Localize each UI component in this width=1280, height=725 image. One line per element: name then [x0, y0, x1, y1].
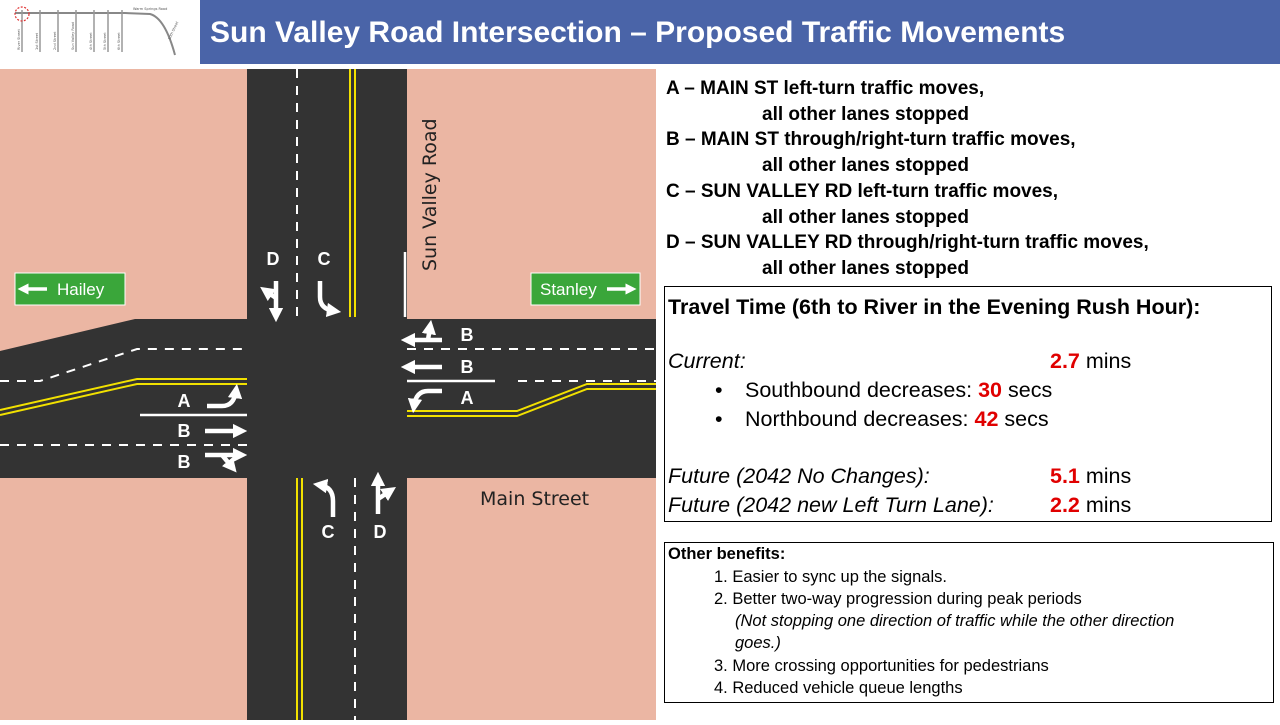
intersection-diagram [0, 69, 656, 720]
northbound-label: Northbound decreases: [745, 407, 975, 431]
current-label [668, 349, 746, 374]
main-street [0, 319, 656, 478]
lane-letter-south-c: C [321, 522, 335, 542]
phase-b-line1: B – MAIN ST through/right-turn traffic moves, [666, 129, 1076, 151]
benefit-note-line2: goes.) [735, 634, 781, 652]
travel-time-box [664, 286, 1272, 522]
thumb-label-1st: 1st Street [35, 32, 39, 50]
thumb-label-6th: 6th Street [117, 32, 121, 50]
southbound-value: 30 [978, 378, 1003, 402]
benefit-item-2: 2. Better two-way progression during peak periods [714, 590, 1082, 608]
bullet-icon: • [715, 407, 723, 431]
lane-letter-south-d: D [373, 522, 387, 542]
page-title: Sun Valley Road Intersection – Proposed Traffic Movements [210, 16, 1066, 49]
lane-letter-east-a: A [460, 388, 474, 408]
bullet-icon: • [715, 378, 723, 402]
phase-b [666, 127, 1266, 178]
phase-c-line2: all other lanes stopped [762, 206, 969, 228]
lane-letter-west-b1: B [177, 421, 191, 441]
phase-d [666, 230, 1266, 281]
phase-c [666, 179, 1266, 230]
future1-value-number: 5.1 [1050, 464, 1080, 488]
phase-d-line2: all other lanes stopped [762, 257, 969, 279]
northbound-value: 42 [974, 407, 999, 431]
stanley-sign-label: Stanley [540, 280, 597, 299]
lane-letter-west-a: A [177, 391, 191, 411]
phase-list [666, 76, 1266, 282]
thumb-label-sunvalley: Sun Valley Road [71, 21, 75, 50]
current-value-number: 2.7 [1050, 349, 1080, 373]
future2-value-unit: mins [1079, 493, 1132, 517]
lane-letter-east-b1: B [460, 325, 474, 345]
benefit-item-3: 3. More crossing opportunities for pedestrians [714, 657, 1049, 675]
travel-time-title: Travel Time (6th to River in the Evening Rush Hour): [668, 295, 1201, 319]
current-value [1050, 349, 1131, 374]
phase-a-line1: A – MAIN ST left-turn traffic moves, [666, 78, 985, 99]
future2-label-text: Future (2042 new Left Turn Lane): [668, 493, 994, 517]
title-bar [200, 0, 1280, 64]
stanley-sign [531, 273, 640, 305]
phase-a [666, 76, 1266, 127]
thumb-label-10th: 10th Street [167, 20, 180, 41]
northbound-bullet [715, 407, 1049, 432]
future2-value [1050, 493, 1131, 518]
phase-b-line2: all other lanes stopped [762, 155, 969, 177]
location-thumbnail-map [0, 0, 200, 64]
benefits-title: Other benefits: [668, 545, 786, 563]
thumb-label-2nd: 2nd Street [53, 31, 57, 50]
benefit-item-4: 4. Reduced vehicle queue lengths [714, 679, 963, 697]
benefit-item-1: 1. Easier to sync up the signals. [714, 568, 947, 586]
thumb-label-4th: 4th Street [89, 32, 93, 50]
future1-label [668, 464, 930, 489]
current-value-unit: mins [1079, 349, 1132, 373]
lane-letter-north-d: D [266, 249, 280, 269]
southbound-label: Southbound decreases: [745, 378, 979, 402]
future1-value-unit: mins [1079, 464, 1132, 488]
main-street-label: Main Street [480, 488, 590, 510]
future2-label [668, 493, 994, 518]
future1-value [1050, 464, 1131, 489]
lane-letter-west-b2: B [177, 452, 191, 472]
northbound-unit: secs [998, 407, 1049, 431]
thumb-label-5th: 5th Street [103, 32, 107, 50]
phase-c-line1: C – SUN VALLEY RD left-turn traffic moves, [666, 180, 1059, 202]
phase-d-line1: D – SUN VALLEY RD through/right-turn traffic moves, [666, 232, 1149, 254]
southbound-unit: secs [1002, 378, 1053, 402]
southbound-bullet [715, 378, 1052, 403]
sun-valley-road-label: Sun Valley Road [419, 118, 441, 271]
hailey-sign-label: Hailey [57, 280, 105, 299]
thumb-label-river: River Street [17, 29, 21, 50]
benefit-note-line1: (Not stopping one direction of traffic while the other direction [735, 612, 1175, 630]
thumb-label-warmsprings: Warm Springs Road [133, 7, 168, 11]
future2-value-number: 2.2 [1050, 493, 1080, 517]
arrow-east-b-right [428, 327, 430, 340]
lane-letter-north-c: C [317, 249, 331, 269]
current-label-text: Current: [668, 349, 746, 373]
hailey-sign [15, 273, 125, 305]
future1-label-text: Future (2042 No Changes): [668, 464, 930, 488]
phase-a-line2: all other lanes stopped [762, 103, 969, 125]
lane-letter-east-b2: B [460, 357, 474, 377]
benefits-box [664, 542, 1274, 703]
